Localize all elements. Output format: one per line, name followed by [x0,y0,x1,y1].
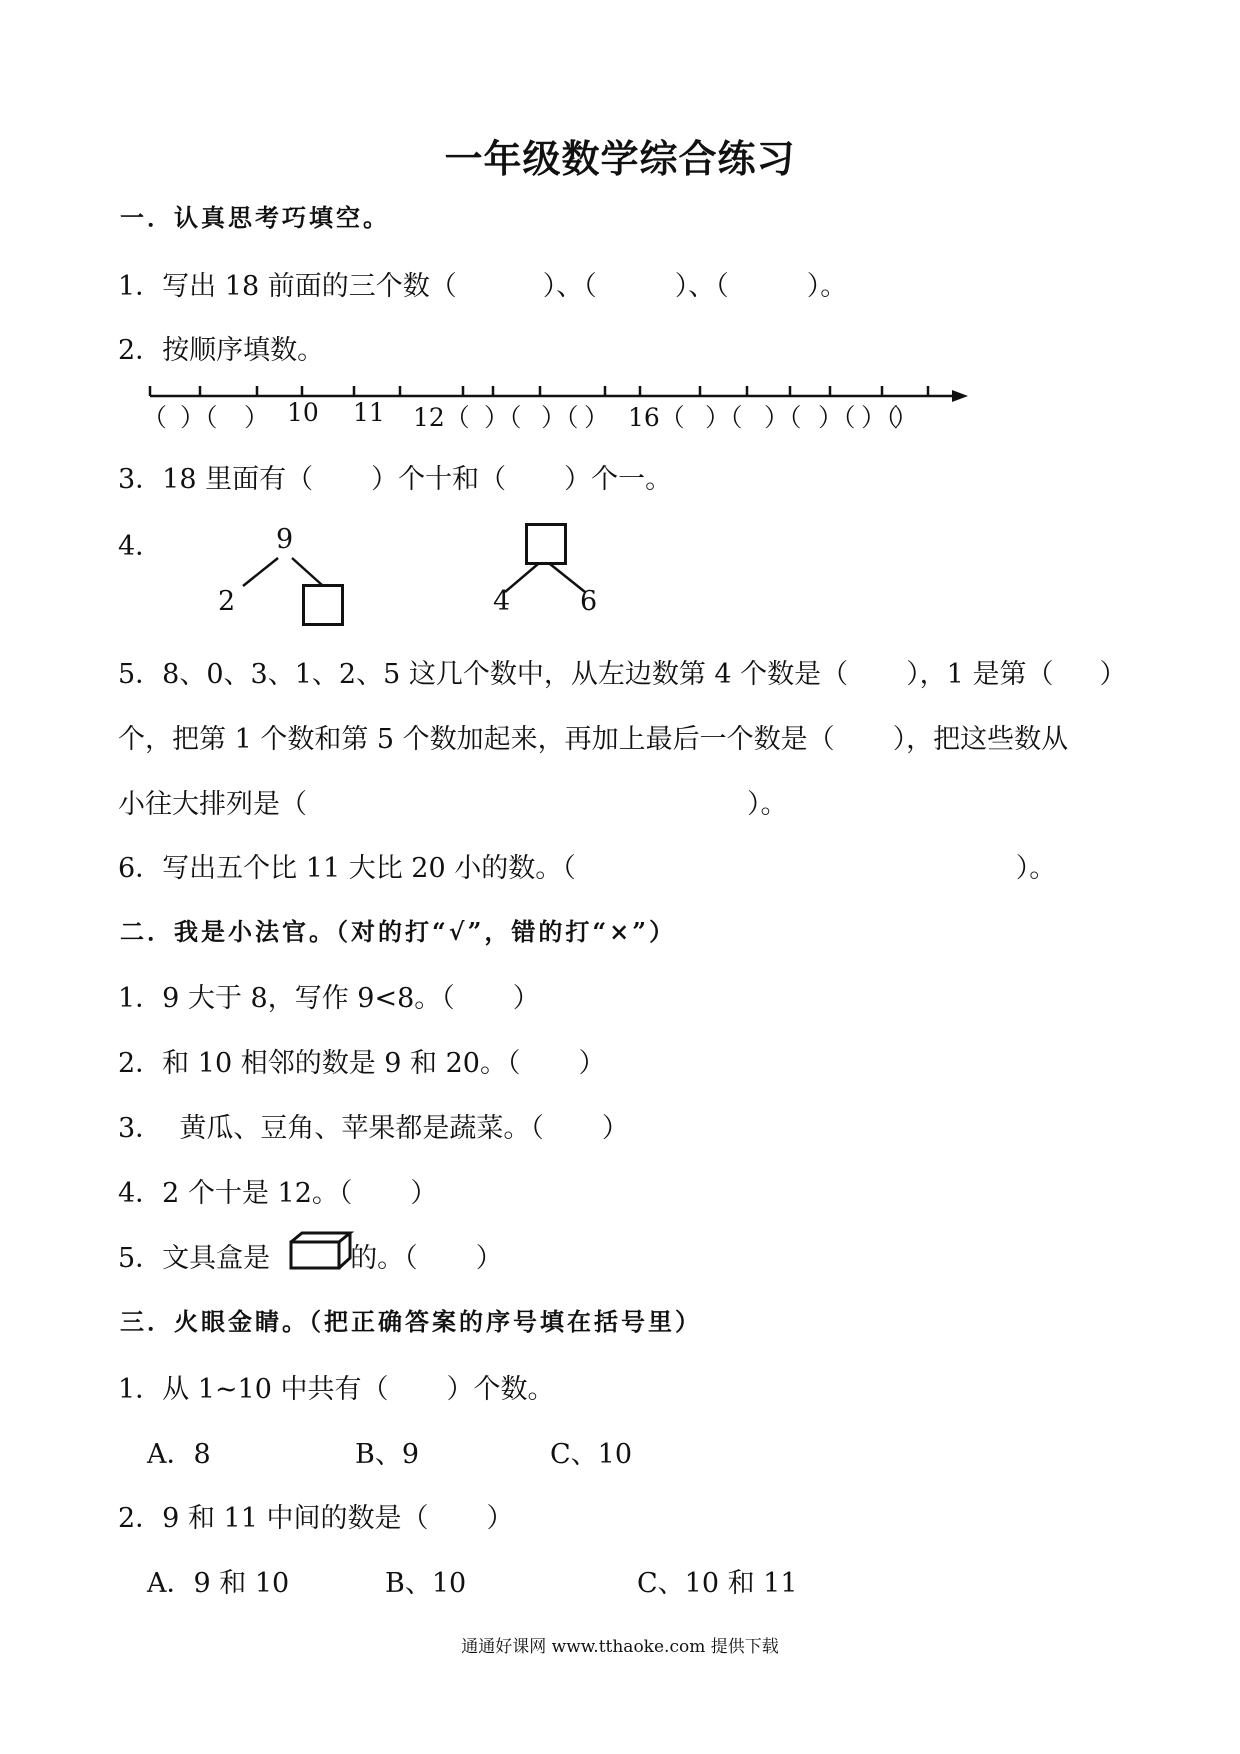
q2-4-text-b: ） [410,1178,438,1209]
q1-6-text-b: ）。 [1015,853,1057,884]
q3-2-text-b: ） [486,1503,514,1534]
q2-5-text-b: 的。（ [350,1243,418,1274]
page-footer: 通通好课网 www.tthaoke.com 提供下载 [461,1637,779,1657]
q2-2-text-a: 2．和 10 相邻的数是 9 和 20。（ [118,1048,521,1079]
number-line-label: 11 [353,398,385,427]
number-line-label: ） [893,403,919,432]
option-c[interactable]: C、10 和 11 [637,1568,798,1599]
number-line-label: 16（ [628,403,685,432]
number-line-label: ）（ [705,403,743,432]
q1-3-text-b: ）个十和（ [371,464,507,495]
tree-1-top-number: 9 [276,524,294,555]
question-1-4-label: 4． [118,531,163,562]
option-b[interactable]: B、9 [355,1439,420,1470]
q1-3-text-c: ）个一。 [564,464,673,495]
option-b[interactable]: B、10 [385,1568,467,1599]
q1-5-text-c: ） [1099,659,1127,690]
q2-5-text-c: ） [475,1243,503,1274]
q2-1-text-a: 1．9 大于 8，写作 9<8。（ [118,983,455,1014]
number-line-label: ）（ [484,403,522,432]
question-2-4 [118,1171,437,1210]
section-3-heading: 三．火眼金睛。（把正确答案的序号填在括号里） [120,1307,702,1336]
q2-1-text-b: ） [512,983,540,1014]
q2-4-text-a: 4．2 个十是 12。（ [118,1178,353,1209]
number-line-label: （ [142,403,168,432]
q1-5-text-a: 5．8、0、3、1、2、5 这几个数中，从左边数第 4 个数是（ [118,659,849,690]
q3-2-text-a: 2．9 和 11 中间的数是（ [118,1503,429,1534]
question-2-2 [118,1041,605,1080]
question-1-5-line-1 [118,652,1126,691]
tree-1-left-number: 2 [218,586,236,617]
q1-1-text-c: ）、（ [674,271,729,302]
question-2-3 [118,1106,629,1145]
question-3-1 [118,1367,555,1406]
q1-3-text-a: 3．18 里面有（ [118,464,314,495]
option-c[interactable]: C、10 [550,1439,633,1470]
tree-2-left-number: 4 [493,586,511,617]
question-1-6 [118,846,1056,885]
q1-1-text-a: 1．写出 18 前面的三个数（ [118,271,457,302]
option-a[interactable]: A．8 [147,1439,211,1470]
arrow-icon [952,390,968,402]
number-line-label: ）（ [180,403,218,432]
q1-1-text-d: ）。 [806,271,848,302]
number-line-label: ）（ [861,403,899,432]
tree-2-right-number: 6 [580,586,598,617]
decomposition-tree-2 [505,564,585,592]
question-1-3 [118,457,672,496]
number-line-label: ）（ [541,403,579,432]
q1-6-text-a: 6．写出五个比 11 大比 20 小的数。（ [118,853,576,884]
decomposition-tree-1 [243,558,322,586]
tree-1-answer-box[interactable] [302,584,344,626]
q1-1-text-b: ）、（ [542,271,597,302]
question-1-5-line-3 [118,782,788,821]
number-line-label: 10 [287,398,319,427]
number-line-label: 12（ [413,403,470,432]
question-1-5-line-2 [118,717,1068,756]
page-title: 一年级数学综合练习 [444,136,796,181]
q1-5-text-b: ），1 是第（ [906,659,1054,690]
option-a[interactable]: A．9 和 10 [147,1568,290,1599]
question-3-2 [118,1496,513,1535]
q3-1-text-b: ）个数。 [446,1374,555,1405]
number-line-label: ）（ [764,403,802,432]
q2-5-text-a: 5．文具盒是 [118,1243,271,1274]
q3-1-text-a: 1．从 1~10 中共有（ [118,1374,389,1405]
q2-3-text-b: ） [601,1113,629,1144]
question-1-2: 2．按顺序填数。 [118,335,325,366]
q2-3-text-a: 3． 黄瓜、豆角、苹果都是蔬菜。（ [118,1113,544,1144]
q1-5-text-e: ），把这些数从 [892,724,1069,755]
q1-5-text-f: 小往大排列是（ [118,789,307,820]
number-line-label: ）（ [818,403,856,432]
section-2-heading: 二．我是小法官。（对的打“√”，错的打“×”） [120,917,677,946]
q1-5-text-g: ）。 [747,789,788,820]
q1-5-text-d: 个，把第 1 个数和第 5 个数加起来，再加上最后一个数是（ [118,724,835,755]
question-2-5 [118,1236,503,1275]
tree-2-answer-box[interactable] [525,523,567,565]
number-line-label: ） [584,403,610,432]
question-2-1 [118,976,540,1015]
q2-2-text-b: ） [578,1048,606,1079]
section-1-heading: 一．认真思考巧填空。 [120,203,390,232]
number-line-label: ） [244,403,270,432]
